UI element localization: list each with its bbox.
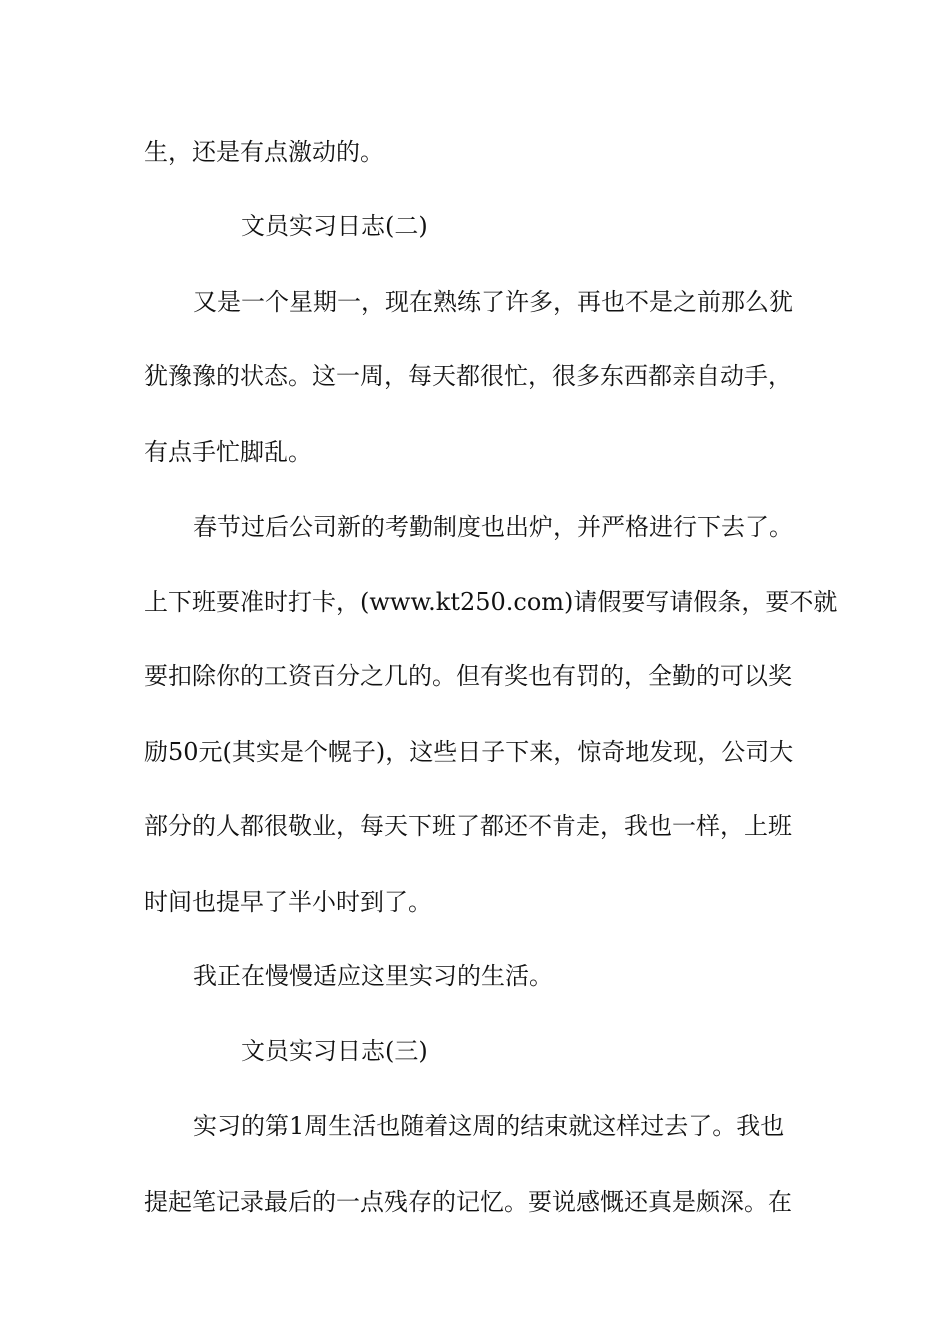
- section-title: 文员实习日志(三): [241, 1037, 428, 1065]
- paragraph-line: 犹豫豫的状态。这一周，每天都很忙，很多东西都亲自动手，: [144, 362, 792, 390]
- paragraph-line: 春节过后公司新的考勤制度也出炉，并严格进行下去了。: [193, 513, 793, 541]
- paragraph-line: 上下班要准时打卡，(www.kt250.com)请假要写请假条，要不就: [144, 588, 838, 616]
- paragraph-line: 又是一个星期一，现在熟练了许多，再也不是之前那么犹: [193, 288, 793, 316]
- paragraph-line: 励50元(其实是个幌子)，这些日子下来，惊奇地发现，公司大: [144, 738, 794, 766]
- paragraph-line: 提起笔记录最后的一点残存的记忆。要说感慨还真是颇深。在: [144, 1188, 792, 1216]
- paragraph-line: 要扣除你的工资百分之几的。但有奖也有罚的，全勤的可以奖: [144, 662, 792, 690]
- paragraph-line: 生，还是有点激动的。: [144, 138, 384, 166]
- paragraph-line: 部分的人都很敬业，每天下班了都还不肯走，我也一样，上班: [144, 812, 792, 840]
- paragraph-line: 实习的第1周生活也随着这周的结束就这样过去了。我也: [193, 1112, 785, 1140]
- section-title: 文员实习日志(二): [241, 212, 428, 240]
- paragraph-line: 有点手忙脚乱。: [144, 438, 312, 466]
- paragraph-line: 我正在慢慢适应这里实习的生活。: [193, 962, 553, 990]
- paragraph-line: 时间也提早了半小时到了。: [144, 888, 432, 916]
